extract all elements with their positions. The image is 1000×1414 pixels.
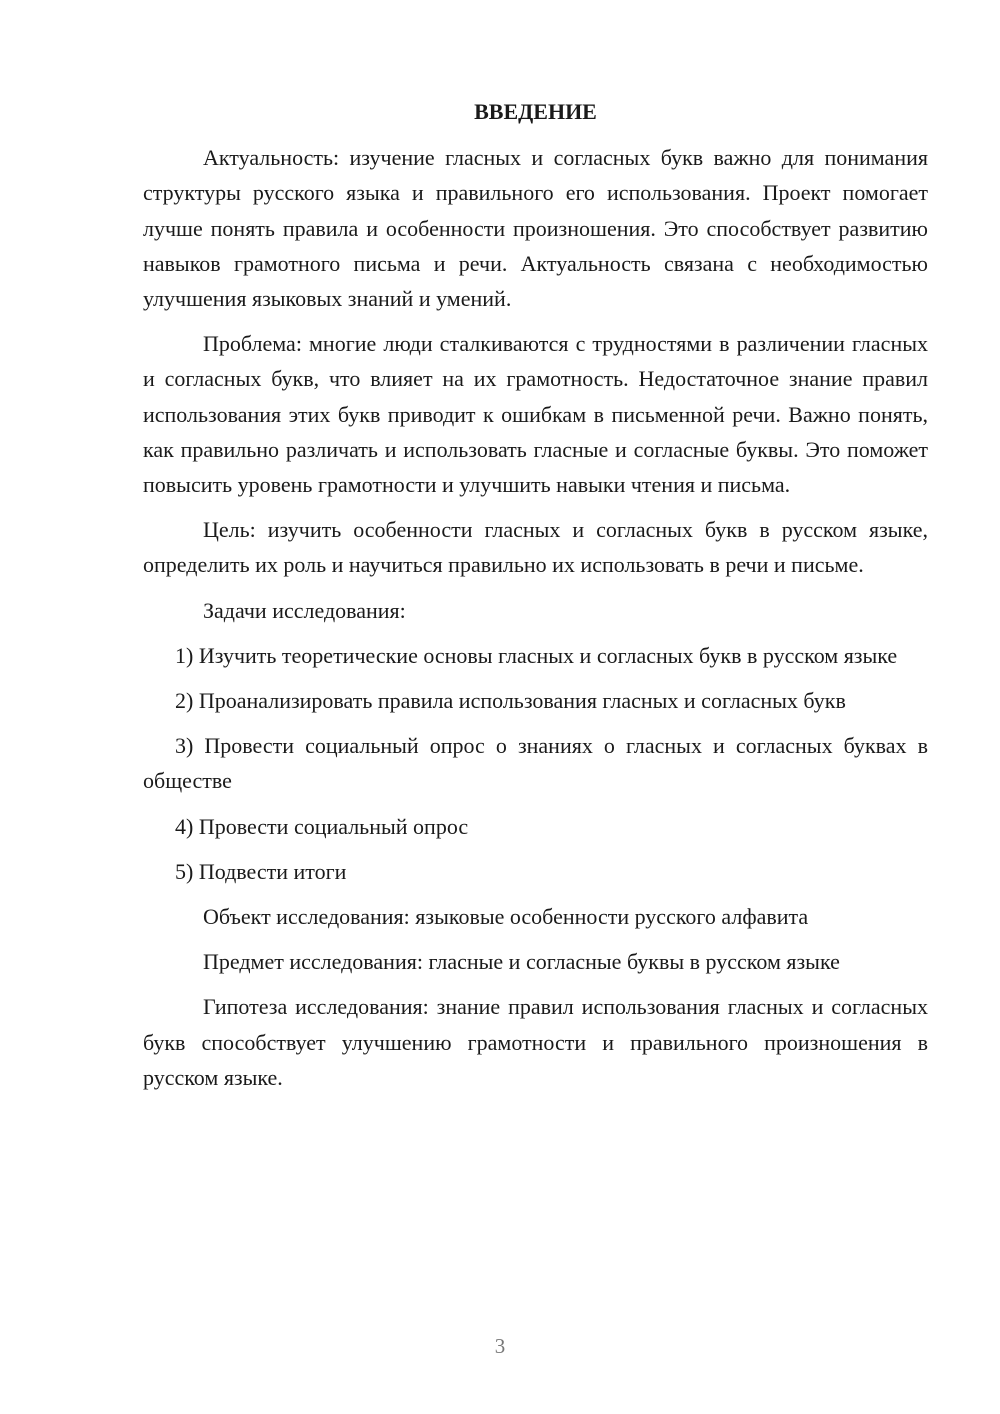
research-hypothesis: Гипотеза исследования: знание правил использования гласных и согласных букв способствует улучшению грамотности и правильного произношения в русском языке. [143,994,928,1090]
task-item: 5) Подвести итоги [175,858,347,884]
document-page [143,94,928,1105]
research-object: Объект исследования: языковые особенности русского алфавита [203,904,809,930]
task-item: 2) Проанализировать правила использования гласных и согласных букв [175,688,846,714]
research-subject: Предмет исследования: гласные и согласные буквы в русском языке [203,949,840,975]
relevance-paragraph: Актуальность: изучение гласных и согласных букв важно для понимания структуры русского языка и правильного его использования. Проект помогает лучше понять правила и особенности произношения. Это способствует развитию навыков грамотного письма и речи. Актуальность связана с необходимостью улучшения языковых знаний и умений. [143,145,928,312]
task-item: 3) Провести социальный опрос о знаниях о гласных и согласных буквах в обществе [143,733,928,794]
goal-paragraph: Цель: изучить особенности гласных и согласных букв в русском языке, определить их роль и научиться правильно их использовать в речи и письме. [143,517,928,578]
page-title: ВВЕДЕНИЕ [474,99,597,124]
task-item: 4) Провести социальный опрос [175,813,469,839]
tasks-heading: Задачи исследования: [203,597,406,623]
problem-paragraph: Проблема: многие люди сталкиваются с трудностями в различении гласных и согласных букв, что влияет на их грамотность. Недостаточное знание правил использования этих букв приводит к ошибкам в письменной речи. Важно понять, как правильно различать и использовать гласные и согласные буквы. Это поможет повысить уровень грамотности и улучшить навыки чтения и письма. [143,331,928,498]
task-item: 1) Изучить теоретические основы гласных и согласных букв в русском языке [175,642,898,668]
page-number: 3 [494,1334,506,1358]
